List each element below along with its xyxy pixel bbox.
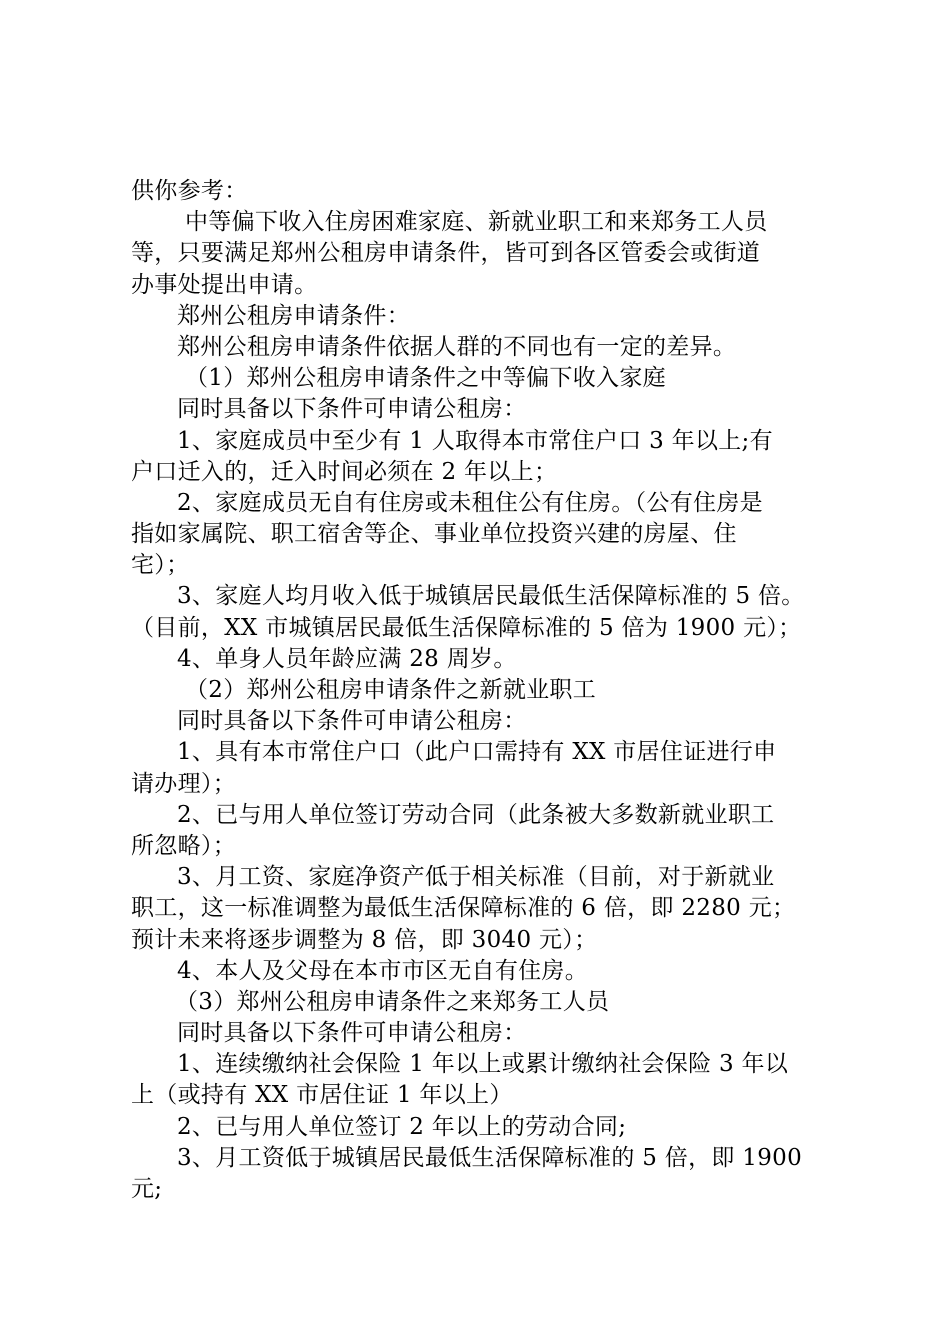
list-item-line: 3、家庭人均月收入低于城镇居民最低生活保障标准的 5 倍。 [177,583,805,610]
paragraph-line: 中等偏下收入住房困难家庭、新就业职工和来郑务工人员 [185,209,768,236]
section-heading: 郑州公租房申请条件： [177,302,410,329]
list-item-line: 1、家庭成员中至少有 1 人取得本市常住户口 3 年以上;有 [177,427,773,454]
paragraph-line: 同时具备以下条件可申请公租房： [177,708,527,735]
list-item-line: 1、连续缴纳社会保险 1 年以上或累计缴纳社会保险 3 年以 [177,1051,789,1078]
paragraph-line: 同时具备以下条件可申请公租房： [177,396,527,423]
subsection-heading-2: （2）郑州公租房申请条件之新就业职工 [185,677,597,703]
list-item-line: 2、已与用人单位签订 2 年以上的劳动合同; [177,1113,627,1140]
list-item-line: 元; [131,1176,163,1202]
list-item-line: （目前，XX 市城镇居民最低生活保障标准的 5 倍为 1900 元）； [131,614,802,641]
list-item-line: 指如家属院、职工宿舍等企、事业单位投资兴建的房屋、住 [131,521,737,548]
paragraph-line: 等，只要满足郑州公租房申请条件，皆可到各区管委会或街道 [131,240,761,267]
list-item-line: 3、月工资低于城镇居民最低生活保障标准的 5 倍，即 1900 [177,1144,803,1171]
list-item-line: 职工，这一标准调整为最低生活保障标准的 6 倍，即 2280 元； [131,895,796,922]
list-item-line: 户口迁入的，迁入时间必须在 2 年以上； [131,458,558,485]
list-item-line: 1、具有本市常住户口（此户口需持有 XX 市居住证进行申 [177,739,777,766]
subsection-heading-1: （1）郑州公租房申请条件之中等偏下收入家庭 [185,365,666,392]
list-item-line: 3、月工资、家庭净资产低于相关标准（目前，对于新就业 [177,864,775,891]
list-item-line: 4、本人及父母在本市市区无自有住房。 [177,957,589,984]
subsection-heading-3: （3）郑州公租房申请条件之来郑务工人员 [175,988,610,1015]
list-item-line: 请办理）； [131,770,236,797]
list-item-line: 所忽略）； [131,832,236,859]
list-item-line: 4、单身人员年龄应满 28 周岁。 [177,645,517,672]
paragraph-line: 办事处提出申请。 [131,271,318,298]
list-item-line: 宅）； [131,552,190,579]
paragraph-line: 同时具备以下条件可申请公租房： [177,1020,527,1047]
text-line-intro: 供你参考： [131,178,248,204]
list-item-line: 预计未来将逐步调整为 8 倍，即 3040 元）； [131,926,598,953]
document-body [131,176,841,1205]
paragraph-line: 郑州公租房申请条件依据人群的不同也有一定的差异。 [177,333,737,360]
list-item-line: 上（或持有 XX 市居住证 1 年以上） [131,1082,513,1109]
list-item-line: 2、已与用人单位签订劳动合同（此条被大多数新就业职工 [177,801,775,828]
list-item-line: 2、家庭成员无自有住房或未租住公有住房。（公有住房是 [177,489,763,516]
